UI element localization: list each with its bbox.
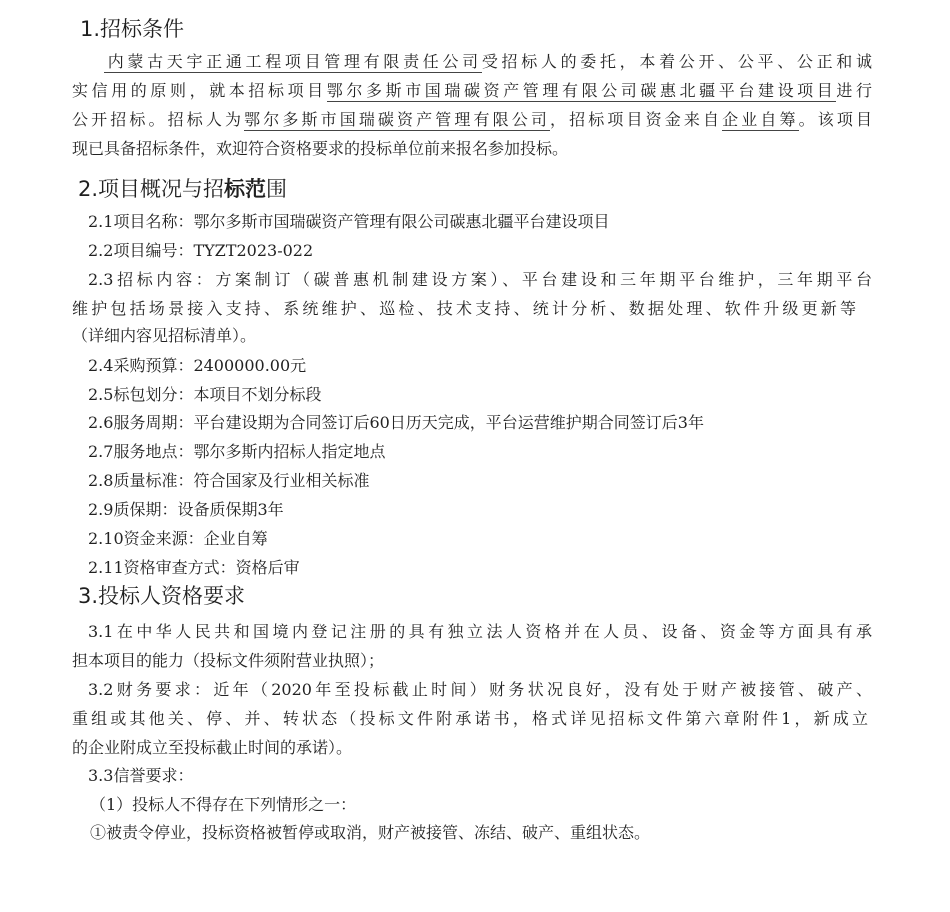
section-1-title: 1.招标条件 — [80, 17, 185, 41]
req-3-2-a: 3.2财务要求：近年（2020年至投标截止时间）财务状况良好，没有处于财产被接管、破产、 — [88, 680, 872, 699]
req-3-3: 3.3信誉要求： — [88, 766, 194, 785]
s1-line-3-mid: ，招标项目资金来自 — [550, 110, 723, 129]
s1-line-1 — [72, 49, 872, 75]
req-3-3-1-a: ①被责令停业，投标资格被暂停或取消，财产被接管、冻结、破产、重组状态。 — [90, 823, 651, 842]
s2-title-a: 2.项目概况与招 — [78, 177, 225, 201]
section-2-title — [78, 175, 287, 203]
req-3-2-b: 重组或其他关、停、并、转状态（投标文件附承诺书，格式详见招标文件第六章附件1，新成立 — [72, 709, 868, 728]
section-3-title: 3.投标人资格要求 — [78, 584, 246, 608]
item-2-11: 2.11资格审查方式：资格后审 — [88, 558, 300, 577]
item-2-2: 2.2项目编号：TYZT2023-022 — [88, 241, 314, 260]
s1-line-2-post: 进行 — [836, 81, 872, 100]
fund-source: 企业自筹 — [722, 110, 799, 129]
s1-line-2 — [72, 78, 872, 104]
item-2-5: 2.5标包划分：本项目不划分标段 — [88, 385, 322, 404]
s1-line-3-post: 。该项目 — [798, 110, 872, 129]
req-3-3-1: （1）投标人不得存在下列情形之一： — [90, 795, 357, 814]
item-2-7: 2.7服务地点：鄂尔多斯内招标人指定地点 — [88, 442, 386, 461]
item-2-4: 2.4采购预算：2400000.00元 — [88, 356, 307, 375]
project-name: 鄂尔多斯市国瑞碳资产管理有限公司碳惠北疆平台建设项目 — [326, 81, 837, 100]
tenderer-name: 鄂尔多斯市国瑞碳资产管理有限公司 — [244, 110, 551, 129]
req-3-1-b: 担本项目的能力（投标文件须附营业执照）； — [72, 651, 385, 670]
s1-line-3-pre: 公开招标。招标人为 — [72, 110, 245, 129]
req-3-1-a: 3.1在中华人民共和国境内登记注册的具有独立法人资格并在人员、设备、资金等方面具有承 — [88, 622, 872, 641]
req-3-2-c: 的企业附成立至投标截止时间的承诺）。 — [72, 738, 353, 757]
item-2-8: 2.8质量标准：符合国家及行业相关标准 — [88, 471, 370, 490]
item-2-9: 2.9质保期：设备质保期3年 — [88, 500, 284, 519]
s1-line-4: 现已具备招标条件，欢迎符合资格要求的投标单位前来报名参加投标。 — [72, 139, 569, 158]
item-2-10: 2.10资金来源：企业自筹 — [88, 529, 268, 548]
item-2-3-b: 维护包括场景接入支持、系统维护、巡检、技术支持、统计分析、数据处理、软件升级更新等 — [72, 299, 856, 318]
item-2-3-a: 2.3招标内容：方案制订（碳普惠机制建设方案）、平台建设和三年期平台维护，三年期平台 — [88, 270, 872, 289]
item-2-6: 2.6服务周期：平台建设期为合同签订后60日历天完成，平台运营维护期合同签订后3年 — [88, 413, 704, 432]
s1-line-2-pre: 实信用的原则，就本招标项目 — [72, 81, 327, 100]
s2-title-c: 围 — [266, 177, 288, 201]
item-2-3-c: （详细内容见招标清单）。 — [72, 326, 257, 345]
agent-name: 内蒙古天宇正通工程项目管理有限责任公司 — [104, 52, 482, 71]
s1-line-1-text: 受招标人的委托，本着公开、公平、公正和诚 — [481, 52, 872, 71]
s2-title-b: 标范 — [224, 177, 267, 201]
item-2-1: 2.1项目名称：鄂尔多斯市国瑞碳资产管理有限公司碳惠北疆平台建设项目 — [88, 212, 610, 231]
s1-line-3 — [72, 107, 872, 133]
